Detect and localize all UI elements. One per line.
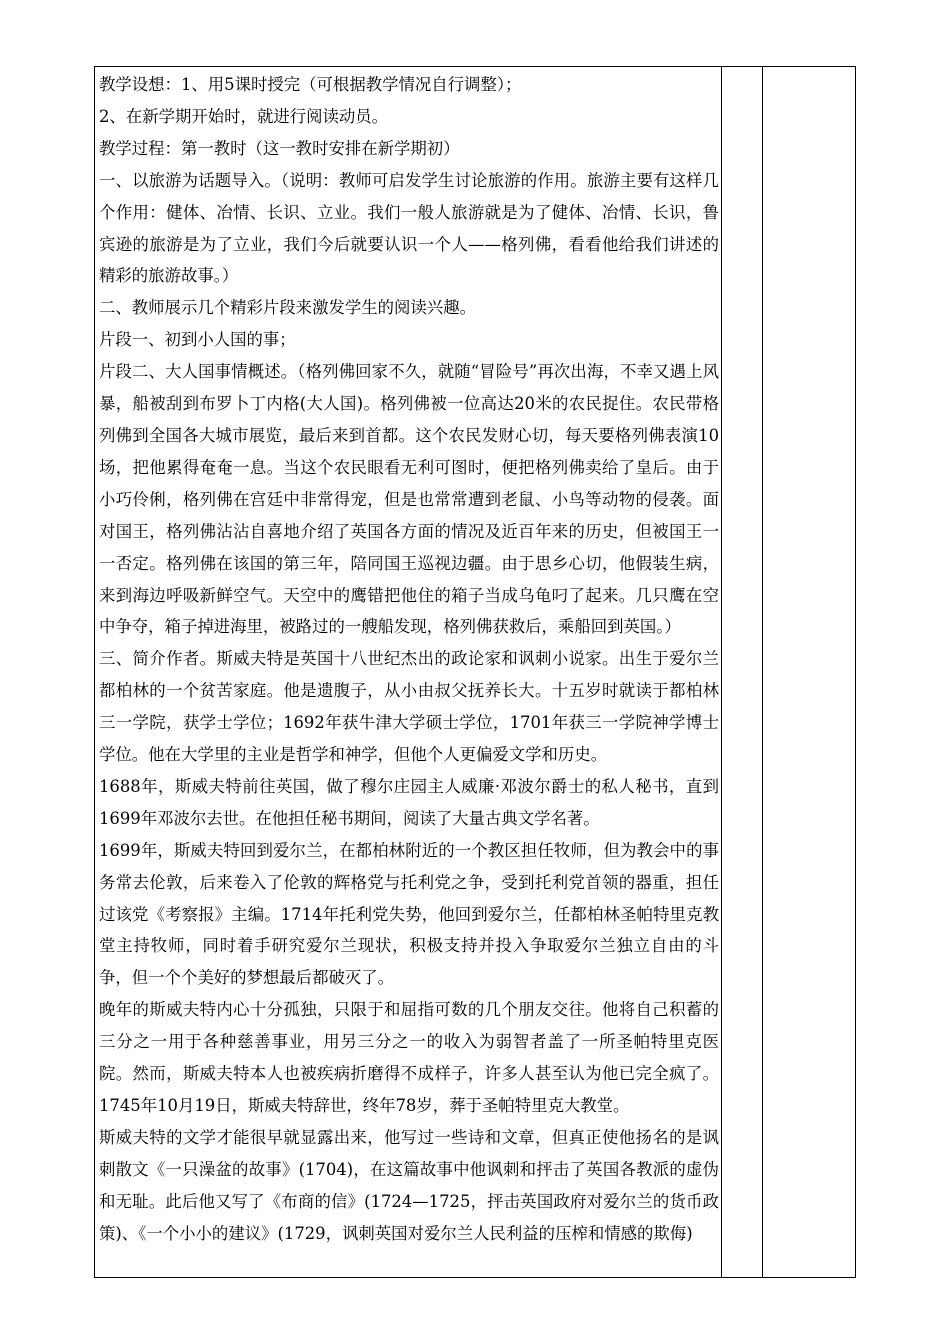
paragraph-excerpts-intro: 二、教师展示几个精彩片段来激发学生的阅读兴趣。 <box>99 298 476 318</box>
paragraph-teaching-process: 教学过程：第一教时（这一教时安排在新学期初） <box>99 138 460 158</box>
paragraph-reading-mobilization: 2、在新学期开始时，就进行阅读动员。 <box>99 106 389 126</box>
paragraph-travel-intro: 一、以旅游为话题导入。（说明：教师可启发学生讨论旅游的作用。旅游主要有这样几个作用：健体、冶情、长识、立业。我们一般人旅游就是为了健体、冶情、长识，鲁宾逊的旅游是为了立业，我们今后就要认识一个人——格列佛，看看他给我们讲述的精彩的旅游故事。） <box>99 170 719 286</box>
paragraph-excerpt-two: 片段二、大人国事情概述。（格列佛回家不久，就随“冒险号”再次出海，不幸又遇上风暴，船被刮到布罗卜丁内格(大人国)。格列佛被一位高达20米的农民捉住。农民带格列佛到全国各大城市展览，最后来到首都。这个农民发财心切，每天要格列佛表演10场，把他累得奄奄一息。当这个农民眼看无利可图时，便把格列佛卖给了皇后。由于小巧伶俐，格列佛在宫廷中非常得宠，但是也常常遭到老鼠、小鸟等动物的侵袭。面对国王，格列佛沾沾自喜地介绍了英国各方面的情况及近百年来的历史，但被国王一一否定。格列佛在该国的第三年，陪同国王巡视边疆。由于思乡心切，他假装生病，来到海边呼吸新鲜空气。天空中的鹰错把他住的箱子当成乌龟叼了起来。几只鹰在空中争夺，箱子掉进海里，被路过的一艘船发现，格列佛获救后，乘船回到英国。） <box>99 362 719 637</box>
paragraph-author-1699: 1699年，斯威夫特回到爱尔兰，在都柏林附近的一个教区担任牧师，但为教会中的事务常去伦敦，后来卷入了伦敦的辉格党与托利党之争，受到托利党首领的器重，担任过该党《考察报》主编。1714年托利党失势，他回到爱尔兰，任都柏林圣帕特里克教堂主持牧师，同时着手研究爱尔兰现状，积极支持并投入争取爱尔兰独立自由的斗争，但一个个美好的梦想最后都破灭了。 <box>99 840 719 988</box>
lesson-content-cell <box>95 67 722 1277</box>
paragraph-excerpt-one: 片段一、初到小人国的事； <box>99 330 296 350</box>
paragraph-teaching-plan: 教学设想：1、用5课时授完（可根据教学情况自行调整）； <box>99 75 522 94</box>
paragraph-author-works: 斯威夫特的文学才能很早就显露出来，他写过一些诗和文章，但真正使他扬名的是讽刺散文《一只澡盆的故事》(1704)，在这篇故事中他讽刺和抨击了英国各教派的虚伪和无耻。此后他又写了《布商的信》(1724—1725，抨击英国政府对爱尔兰的货币政策)、《一个小小的建议》(1729，讽刺英国对爱尔兰人民利益的压榨和情感的欺侮) <box>99 1127 719 1243</box>
paragraph-author-intro: 三、简介作者。斯威夫特是英国十八世纪杰出的政论家和讽刺小说家。出生于爱尔兰都柏林的一个贫苦家庭。他是遗腹子，从小由叔父抚养长大。十五岁时就读于都柏林三一学院，获学士学位；1692年获牛津大学硕士学位，1701年获三一学院神学博士学位。他在大学里的主业是哲学和神学，但他个人更偏爱文学和历史。 <box>99 649 719 765</box>
empty-cell-middle <box>722 67 763 1277</box>
empty-cell-right <box>763 67 855 1277</box>
lesson-table <box>94 66 856 1278</box>
paragraph-author-late-years: 晚年的斯威夫特内心十分孤独，只限于和屈指可数的几个朋友交往。他将自己积蓄的三分之一用于各种慈善事业，用另三分之一的收入为弱智者盖了一所圣帕特里克医院。然而，斯威夫特本人也被疾病折磨得不成样子，许多人甚至认为他已完全疯了。1745年10月19日，斯威夫特辞世，终年78岁，葬于圣帕特里克大教堂。 <box>99 1000 719 1115</box>
paragraph-author-1688: 1688年，斯威夫特前往英国，做了穆尔庄园主人威廉·邓波尔爵士的私人秘书，直到1699年邓波尔去世。在他担任秘书期间，阅读了大量古典文学名著。 <box>99 776 719 828</box>
